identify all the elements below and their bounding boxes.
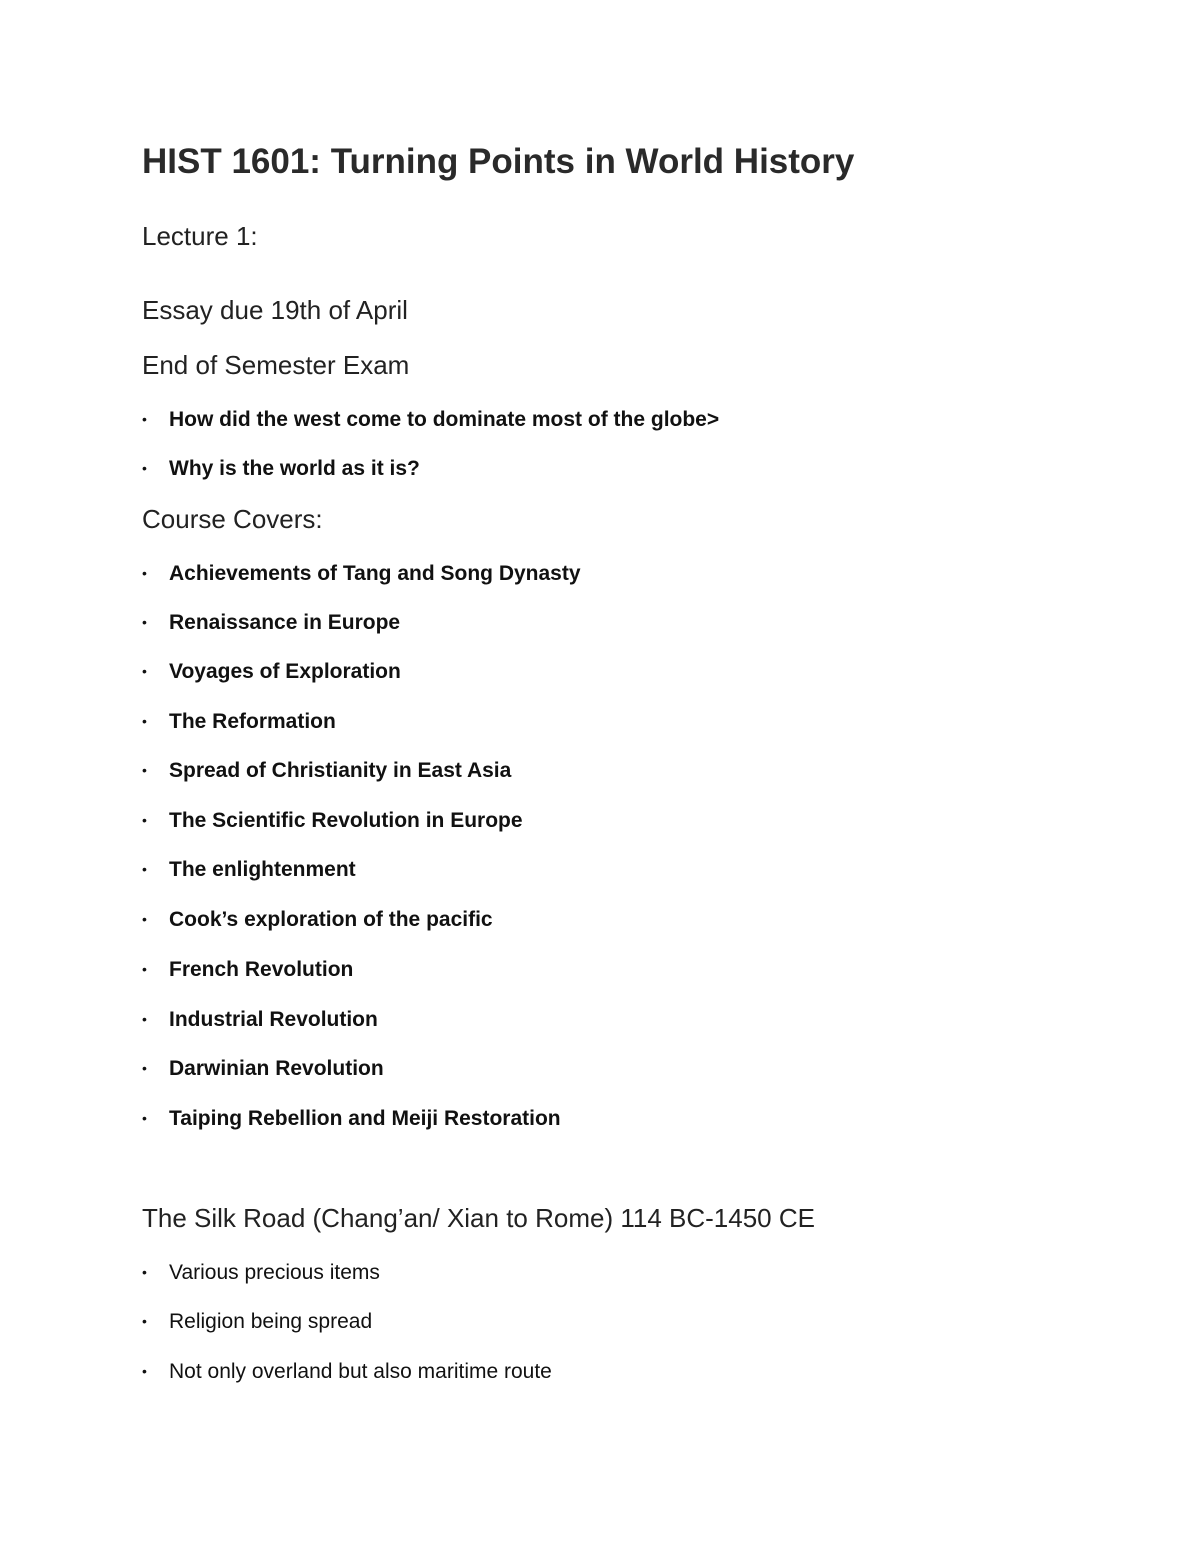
- list-item-text: Renaissance in Europe: [169, 611, 401, 634]
- list-item-text: Achievements of Tang and Song Dynasty: [169, 562, 581, 585]
- course-item: [142, 658, 401, 685]
- list-item-text: How did the west come to dominate most of the globe>: [169, 408, 720, 431]
- bullet-icon: •: [142, 565, 147, 581]
- course-item: [142, 1006, 378, 1033]
- bullet-icon: •: [142, 614, 147, 630]
- bullet-icon: •: [142, 911, 147, 927]
- course-item: [142, 956, 353, 983]
- silk-road-item: [142, 1259, 380, 1286]
- bullet-icon: •: [142, 1264, 147, 1280]
- course-item: [142, 807, 523, 834]
- course-item: [142, 609, 400, 636]
- course-item: [142, 708, 336, 735]
- list-item-text: Spread of Christianity in East Asia: [169, 759, 512, 782]
- bullet-icon: •: [142, 713, 147, 729]
- essay-due-note: Essay due 19th of April: [142, 295, 408, 325]
- list-item-text: Taiping Rebellion and Meiji Restoration: [169, 1107, 561, 1130]
- bullet-icon: •: [142, 1060, 147, 1076]
- list-item-text: Not only overland but also maritime route: [169, 1360, 552, 1383]
- course-item: [142, 1105, 561, 1132]
- list-item-text: Religion being spread: [169, 1310, 373, 1333]
- list-item-text: Darwinian Revolution: [169, 1057, 384, 1080]
- course-item: [142, 856, 356, 883]
- silk-road-item: [142, 1308, 372, 1335]
- course-covers-heading: Course Covers:: [142, 504, 323, 534]
- bullet-icon: •: [142, 961, 147, 977]
- bullet-icon: •: [142, 812, 147, 828]
- list-item-text: The Scientific Revolution in Europe: [169, 809, 523, 832]
- bullet-icon: •: [142, 1313, 147, 1329]
- list-item-text: Cook’s exploration of the pacific: [169, 908, 493, 931]
- exam-question-item: [142, 406, 719, 433]
- page-title: HIST 1601: Turning Points in World History: [142, 142, 855, 181]
- list-item-text: French Revolution: [169, 958, 354, 981]
- course-item: [142, 906, 493, 933]
- lecture-label: Lecture 1:: [142, 221, 258, 251]
- list-item-text: Industrial Revolution: [169, 1008, 378, 1031]
- course-item: [142, 757, 511, 784]
- bullet-icon: •: [142, 1110, 147, 1126]
- list-item-text: The Reformation: [169, 710, 336, 733]
- bullet-icon: •: [142, 861, 147, 877]
- exam-heading: End of Semester Exam: [142, 350, 410, 380]
- exam-question-item: [142, 455, 420, 482]
- course-item: [142, 560, 581, 587]
- list-item-text: Voyages of Exploration: [169, 660, 401, 683]
- bullet-icon: •: [142, 663, 147, 679]
- list-item-text: Various precious items: [169, 1261, 380, 1284]
- bullet-icon: •: [142, 411, 147, 427]
- bullet-icon: •: [142, 762, 147, 778]
- course-item: [142, 1055, 384, 1082]
- bullet-icon: •: [142, 1011, 147, 1027]
- list-item-text: Why is the world as it is?: [169, 457, 420, 480]
- silk-road-heading: The Silk Road (Chang’an/ Xian to Rome) 114 BC-1450 CE: [142, 1203, 815, 1233]
- silk-road-item: [142, 1358, 552, 1385]
- bullet-icon: •: [142, 460, 147, 476]
- bullet-icon: •: [142, 1363, 147, 1379]
- list-item-text: The enlightenment: [169, 858, 356, 881]
